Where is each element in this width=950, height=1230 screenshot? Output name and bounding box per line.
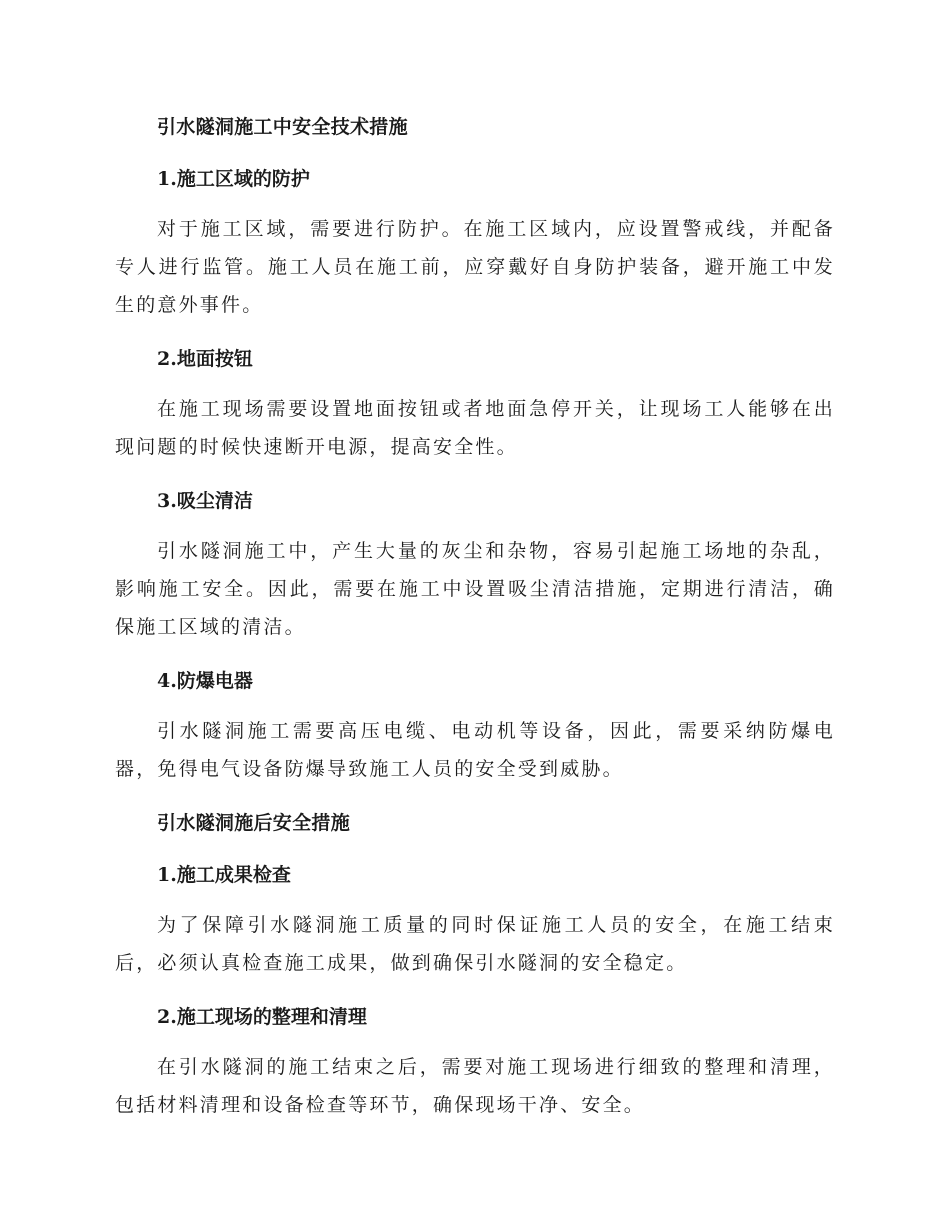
item-paragraph: 对于施工区域，需要进行防护。在施工区域内，应设置警戒线，并配备专人进行监管。施工人员在施工前，应穿戴好自身防护装备，避开施工中发生的意外事件。 bbox=[115, 218, 835, 316]
item-paragraph: 引水隧洞施工需要高压电缆、电动机等设备，因此，需要采纳防爆电器，免得电气设备防爆导致施工人员的安全受到威胁。 bbox=[115, 720, 835, 780]
item-title: 4.防爆电器 bbox=[157, 670, 253, 692]
item-title: 1.施工成果检查 bbox=[157, 864, 291, 886]
item-title: 1.施工区域的防护 bbox=[157, 168, 310, 190]
item-title: 3.吸尘清洁 bbox=[157, 490, 253, 512]
item-paragraph: 引水隧洞施工中，产生大量的灰尘和杂物，容易引起施工场地的杂乱，影响施工安全。因此，需要在施工中设置吸尘清洁措施，定期进行清洁，确保施工区域的清洁。 bbox=[115, 540, 835, 638]
document-body bbox=[115, 106, 835, 1138]
section-heading-construction: 引水隧洞施工中安全技术措施 bbox=[157, 116, 408, 138]
item-paragraph: 为了保障引水隧洞施工质量的同时保证施工人员的安全，在施工结束后，必须认真检查施工成果，做到确保引水隧洞的安全稳定。 bbox=[115, 914, 835, 974]
section-heading-post-construction: 引水隧洞施后安全措施 bbox=[157, 812, 351, 834]
item-paragraph: 在施工现场需要设置地面按钮或者地面急停开关，让现场工人能够在出现问题的时候快速断开电源，提高安全性。 bbox=[115, 398, 835, 458]
item-paragraph: 在引水隧洞的施工结束之后，需要对施工现场进行细致的整理和清理，包括材料清理和设备检查等环节，确保现场干净、安全。 bbox=[115, 1056, 835, 1116]
item-title: 2.施工现场的整理和清理 bbox=[157, 1006, 367, 1028]
item-title: 2.地面按钮 bbox=[157, 348, 253, 370]
